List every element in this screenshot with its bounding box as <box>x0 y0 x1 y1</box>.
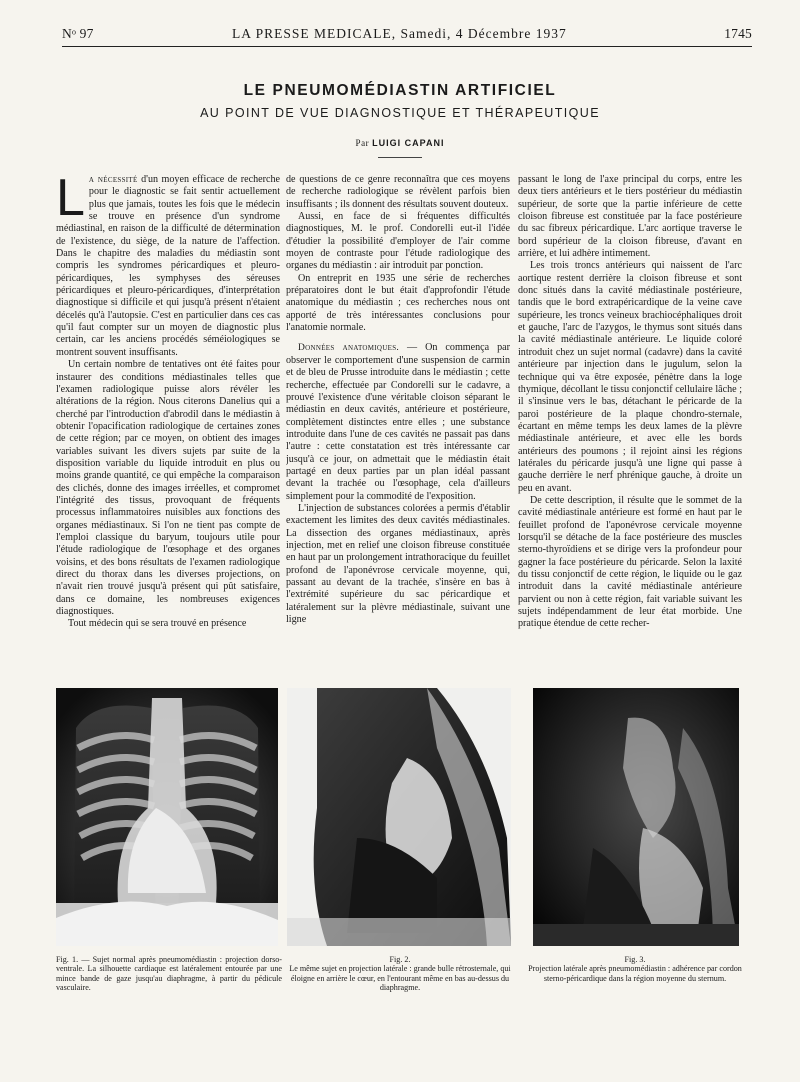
article-subtitle: AU POINT DE VUE DIAGNOSTIQUE ET THÉRAPEUTIQUE <box>200 106 600 120</box>
text-column-2 <box>286 174 510 704</box>
paragraph: Les trois troncs antérieurs qui naissent de l'arc aortique restent derrière la cloison fibreuse et sont donc situés dans la cavité médiastinale postérieure, tandis que le bord extrapéricardique de la veine cave supérieure, les troncs veineux brachiocéphaliques droit et gauche, l'arc de l'azygos, le thymus sont situés dans la cavité médiastinale antérieure. Le liquide coloré introduit chez un sujet normal (cadavre) dans la cavité antérieure par injection dans le jugulum, selon la technique qui va être exposée, pénètre dans la loge thymique, décollant le tissu conjonctif cellulaire lâche ; il s'insinue vers le bas, détachant le péricarde de la paroi postérieure de la plaque chondro-sternale, écartant en même temps les deux lames de la plèvre médiastinale antérieure, et avec elle les bords antérieurs des poumons ; il rejoint ainsi les régions latérales du péricarde jusqu'à une ligne qui passe à gauche derrière le nerf phrénique gauche, à droite un peu en avant. <box>518 260 742 494</box>
figure-3-label: Fig. 3. <box>624 955 646 964</box>
paragraph: Tout médecin qui se sera trouvé en présence <box>68 618 247 630</box>
section-heading: Données anatomiques. <box>298 343 400 354</box>
figure-1-caption <box>56 955 282 993</box>
running-header <box>62 24 752 48</box>
paragraph: De cette description, il résulte que le sommet de la cavité médiastinale antérieure est formé en haut par le feuillet profond de l'aponévrose cervicale moyenne lorsqu'il se détache de la face postérieure des muscles sterno-thyroïdiens et se dirige vers la profondeur pour gagner la face postérieure du péricarde. Selon la laxité du tissu conjonctif de cette région, le liquide ou le gaz introduit dans la cavité médiastinale antérieure parvient ou non à cette région, fait variable suivant les sujets indépendamment de leur état morbide. Une pratique étendue de cette recher- <box>518 494 742 630</box>
title-separator <box>378 157 422 158</box>
paragraph: On entreprit en 1935 une série de recherches préparatoires dont le but était d'approfondir l'étude anatomique du médiastin ; ces recherches nous ont apporté de très intéressantes conclusions pour l'anatomie normale. <box>286 272 510 334</box>
author-line <box>0 138 800 148</box>
figure-2-xray-lateral <box>287 688 511 946</box>
paragraph <box>56 174 280 359</box>
paragraph: L'injection de substances colorées a permis d'établir exactement les limites des deux cavités médiastinales. La dissection des organes médiastinaux, après injection, met en relief une cloison fibreuse constituée en haut par un prolongement intrathoracique du feuillet profond de l'aponévrose cervicale moyenne, qui, passant au devant de la trachée, s'insère en bas à l'extrémité supérieure du sac péricardique et latéralement sur la plèvre médiastinale, suivant une ligne <box>286 502 510 626</box>
xray-adhesion-image <box>533 688 739 946</box>
xray-lateral-image <box>287 688 511 946</box>
paragraph-text: d'un moyen efficace de recherche pour le diagnostic se fait sentir actuellement plus que jamais, toutes les fois que le médecin se trouve en présence d'un syndrome médiastinal, en raison de la difficulté de détermination de l'existence, du siège, de la nature de l'affection. Dans le chapitre des maladies du médiastin sont compris les syndromes péricardiques et pleuro-péricardiques, les symphyses des séreuses péricardiques et pleuro-péricardiques, d'interprétation diagnostique si difficile et qui jusqu'à présent n'étaient décelés qu'à l'autopsie. C'est en particulier dans ces cas qu'il faut compter sur un moyen de diagnostic plus certain, car les anciens procédés séméiologiques se montrent souvent insuffisants. <box>56 174 280 358</box>
figure-3-xray-lateral-adhesion <box>533 688 739 946</box>
figure-3-caption <box>522 955 748 983</box>
figure-2-caption-text: Le même sujet en projection latérale : grande bulle rétrosternale, qui éloigne en arrière le cœur, en l'entourant même en bas au-dessus du diaphragme. <box>289 964 511 993</box>
text-column-1 <box>56 174 280 704</box>
paragraph: Aussi, en face de si fréquentes difficultés diagnostiques, M. le prof. Condorelli eut-il l'idée d'étudier la possibilité d'employer de l'air comme moyen de contraste pour l'étude radiologique des organes du médiastin : air introduit par ponction. <box>286 211 510 272</box>
paragraph: passant le long de l'axe principal du corps, entre les deux tiers antérieurs et le tiers postérieur du médiastin supérieur, de sorte que la partie inférieure de cette cloison fibreuse est constituée par la face postérieure du sac fibreux péricardique. L'arc aortique traverse le bord supérieur de la cloison fibreuse, d'avant en arrière, et lui adhère intimement. <box>518 174 742 260</box>
paragraph <box>286 342 510 502</box>
paragraph: de questions de ce genre reconnaîtra que ces moyens de recherche radiologique se révèlent parfois bien insuffisants ; ils donnent des résultats souvent douteux. <box>286 174 510 210</box>
figure-2-label: Fig. 2. <box>389 955 411 964</box>
figure-1-label: Fig. 1. <box>56 955 79 964</box>
small-caps-lead: a nécessité <box>88 175 138 185</box>
author-by: Par <box>355 138 370 148</box>
header-rule <box>62 46 752 47</box>
page-number: 1745 <box>724 26 752 41</box>
paragraph: Un certain nombre de tentatives ont été faites pour instaurer des conditions médiastinales telles que l'examen radiologique puisse alors révéler les altérations de la région. Nous citerons Danelius qui a cherché par l'introduction d'abrodil dans le médiastin à obtenir l'opacification radiologique de certaines zones de cette région; par ce moyen, on obtient des images variables suivant les divers sujets par suite de la disposition variable du liquide introduit en plus ou moins grande quantité, ce qui empêche la comparaison des clichés, donne des images irréelles, et compromet l'intégrité des tissus, provoquant de fréquents processus inflammatoires nuisibles aux fonctions des organes médiastinaux. Si l'on ne tient pas compte de l'emploi classique du baryum, toujours utile pour l'étude radiologique de l'œsophage et des organes voisins, et des bons résultats de l'examen radiologique direct du thorax dans les diverses projections, on n'avait rien trouvé jusqu'à présent qui pût satisfaire, dans ce domaine, les nombreuses exigences diagnostiques. <box>56 359 280 618</box>
article-title: LE PNEUMOMÉDIASTIN ARTIFICIEL <box>243 82 557 99</box>
author-name: LUIGI CAPANI <box>372 138 445 148</box>
paragraph-text: — On commença par observer le comportement d'une suspension de carmin et de bleu de Prusse introduite dans le médiastin ; cette recherche, effectuée par Condorelli sur le cadavre, a prouvé l'existence d'une véritable cloison séparant le médiastin en deux cavités, antérieure et postérieure, complètement distinctes entre elles ; une substance introduite dans l'une de ces cavités ne passait pas dans l'autre : cette constatation est très intéressante car jusqu'à ce jour, on admettait que le médiastin était partagé en deux parties par un plan idéal passant devant la trachée ou l'œsophage, cela d'ailleurs simplement pour la commodité de l'exposition. <box>286 342 510 502</box>
text-column-3 <box>518 174 742 704</box>
xray-frontal-image <box>56 688 278 946</box>
figure-1-caption-text: — Sujet normal après pneumomédiastin : projection dorso-ventrale. La silhouette cardiaque est latéralement entourée par une mince bande de gaze jusqu'au diaphragme, à partir du pédicule vasculaire. <box>56 955 282 993</box>
drop-cap: L <box>56 174 85 227</box>
figure-2-caption <box>287 955 513 993</box>
journal-date-line: LA PRESSE MEDICALE, Samedi, 4 Décembre 1937 <box>232 26 567 41</box>
figure-1-xray-frontal <box>56 688 278 946</box>
figure-3-caption-text: Projection latérale après pneumomédiastin : adhérence par cordon sterno-péricardique dans la région moyenne du sternum. <box>528 964 742 983</box>
issue-number: Nᵒ 97 <box>62 26 94 41</box>
